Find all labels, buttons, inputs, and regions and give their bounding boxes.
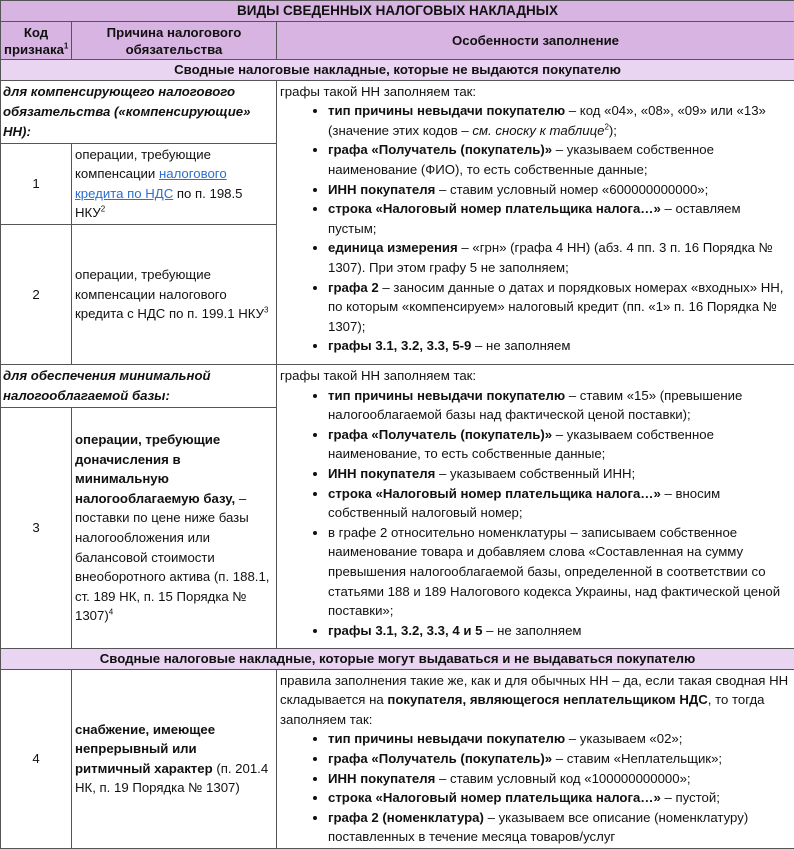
- group-compensating-features: [277, 80, 794, 364]
- bullet-list: [280, 101, 791, 356]
- row-code: 3: [1, 407, 72, 648]
- list-item: • графы 3.1, 3.2, 3.3, 4 и 5 – не заполняем: [328, 621, 791, 641]
- bullet-list: [280, 729, 791, 847]
- features-lead: правила заполнения такие же, как и для обычных НН – да, если такая сводная НН складывается на покупателя, являющегося неплательщиком НДС, то тогда заполняем так:: [280, 671, 791, 730]
- list-item: • графа «Получатель (покупатель)» – указываем собственное наименование (ФИО), то есть собственные данные;: [328, 140, 791, 179]
- table-title: ВИДЫ СВЕДЕННЫХ НАЛОГОВЫХ НАКЛАДНЫХ: [1, 1, 794, 22]
- list-item: • тип причины невыдачи покупателю – код «04», «08», «09» или «13» (значение этих кодов – см. сноску к таблице$^2$);: [328, 101, 791, 140]
- header-code: Код признака$^1$: [1, 22, 72, 60]
- list-item: • единица измерения – «грн» (графа 4 НН) (абз. 4 пп. 3 п. 16 Порядка № 1307). При этом графу 5 не заполняем;: [328, 238, 791, 277]
- header-features: Особенности заполнение: [277, 22, 794, 60]
- list-item: • ИНН покупателя – ставим условный код «100000000000»;: [328, 769, 791, 789]
- row-code: 2: [1, 224, 72, 364]
- group-supply-features: [277, 669, 794, 848]
- group-minimum-base-features: [277, 364, 794, 648]
- features-lead: графы такой НН заполняем так:: [280, 82, 791, 102]
- row-code: 1: [1, 143, 72, 224]
- list-item: • графа 2 (номенклатура) – указываем все описание (номенклатуру) поставленных в течение месяца товаров/услуг: [328, 808, 791, 847]
- list-item: • строка «Налоговый номер плательщика налога…» – оставляем пустым;: [328, 199, 791, 238]
- list-item: • графа 2 – заносим данные о датах и порядковых номерах «входных» НН, по которым «компенсируем» налоговый кредит (пп. «1» п. 16 Порядка № 1307);: [328, 278, 791, 337]
- list-item: • графа «Получатель (покупатель)» – ставим «Неплательщик»;: [328, 749, 791, 769]
- section-not-issued: Сводные налоговые накладные, которые не выдаются покупателю: [1, 60, 794, 81]
- row-reason: снабжение, имеющее непрерывный или ритмичный характер (п. 201.4 НК, п. 19 Порядка № 1307): [72, 669, 277, 848]
- vat-credit-link[interactable]: налогового кредита по НДС: [75, 166, 227, 201]
- header-reason: Причина налогового обязательства: [72, 22, 277, 60]
- list-item: • ИНН покупателя – указываем собственный ИНН;: [328, 464, 791, 484]
- features-lead: графы такой НН заполняем так:: [280, 366, 791, 386]
- row-reason: операции, требующие компенсации налогового кредита с НДС по п. 199.1 НКУ$^3$: [72, 224, 277, 364]
- list-item: • строка «Налоговый номер плательщика налога…» – пустой;: [328, 788, 791, 808]
- list-item: • строка «Налоговый номер плательщика налога…» – вносим собственный налоговый номер;: [328, 484, 791, 523]
- row-reason: операции, требующие компенсации налогового кредита по НДС по п. 198.5 НКУ$^2$: [72, 143, 277, 224]
- list-item: • тип причины невыдачи покупателю – указываем «02»;: [328, 729, 791, 749]
- list-item: • графа «Получатель (покупатель)» – указываем собственное наименование, то есть собственные данные;: [328, 425, 791, 464]
- section-may-be-issued: Сводные налоговые накладные, которые могут выдаваться и не выдаваться покупателю: [1, 648, 794, 669]
- group-minimum-base-label: для обеспечения минимальной налогооблагаемой базы:: [1, 364, 277, 407]
- row-reason: операции, требующие доначисления в минимальную налогооблагаемую базу, – поставки по цене ниже базы налогообложения или балансовой стоимости внеоборотного актива (п. 188.1, ст. 189 НК, п. 15 Порядка № 1307)$^4$: [72, 407, 277, 648]
- row-code: 4: [1, 669, 72, 848]
- list-item: • в графе 2 относительно номенклатуры – записываем собственное наименование товара и добавляем слова «Составленная на сумму превышения налогооблагаемой базы, определенной в соответствии со статьями 188 и 189 Налогового кодекса Украины, над фактической ценой поставки»;: [328, 523, 791, 621]
- bullet-list: [280, 386, 791, 641]
- list-item: • ИНН покупателя – ставим условный номер «600000000000»;: [328, 180, 791, 200]
- group-compensating-label: для компенсирующего налогового обязательства («компенсирующие» НН):: [1, 80, 277, 143]
- list-item: • тип причины невыдачи покупателю – ставим «15» (превышение налогооблагаемой базы над фактической ценой поставки);: [328, 386, 791, 425]
- list-item: • графы 3.1, 3.2, 3.3, 5-9 – не заполняем: [328, 336, 791, 356]
